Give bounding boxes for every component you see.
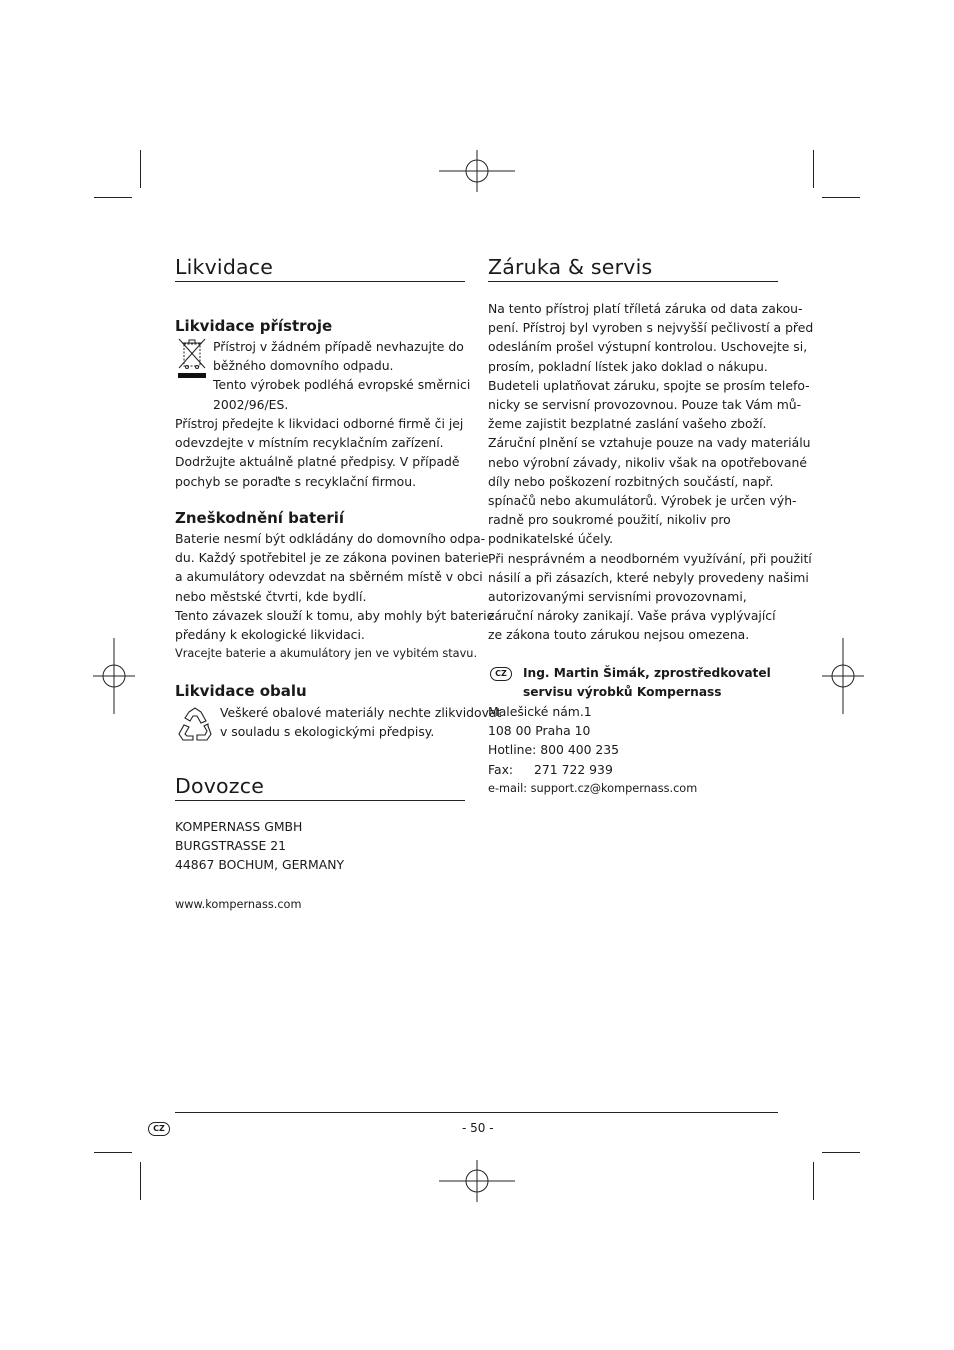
text-line: prosím, pokladní lístek jako doklad o nákupu. xyxy=(488,358,768,374)
footer-rule xyxy=(175,1112,778,1113)
battery-disposal-title: Zneškodnění baterií xyxy=(175,509,345,527)
text-line: nicky se servisní provozovnou. Pouze tak Vám mů- xyxy=(488,397,802,413)
page-number: - 50 - xyxy=(462,1121,494,1135)
text-line: ze zákona touto zárukou nejsou omezena. xyxy=(488,627,750,643)
text-line: KOMPERNASS GMBH xyxy=(175,819,303,834)
text-line: du. Každý spotřebitel je ze zákona povinen baterie xyxy=(175,550,489,566)
text-line: odesláním prošel výstupní kontrolou. Uschovejte si, xyxy=(488,339,808,355)
text-line: pení. Přístroj byl vyroben s nejvyšší pečlivostí a před xyxy=(488,320,814,336)
text-line: nebo městské čtvrti, kde bydlí. xyxy=(175,588,367,604)
text-line: Tento výrobek podléhá evropské směrnici xyxy=(213,377,471,393)
text-line: autorizovanými servisními provozovnami, xyxy=(488,589,747,605)
text-line: BURGSTRASSE 21 xyxy=(175,838,287,854)
registration-mark-top xyxy=(437,148,517,194)
text-line: 44867 BOCHUM, GERMANY xyxy=(175,857,345,873)
text-line: podnikatelské účely. xyxy=(488,531,614,547)
text-line: záruční nároky zanikají. Vaše práva vyplývající xyxy=(488,608,776,624)
registration-mark-right xyxy=(820,636,866,716)
text-line: Tento závazek slouží k tomu, aby mohly být baterie xyxy=(175,607,495,623)
text-line: nebo výrobní závady, nikoliv však na opotřebované xyxy=(488,454,807,470)
text-line: Na tento přístroj platí tříletá záruka od data zakou- xyxy=(488,301,803,316)
text-line: Malešické nám.1 xyxy=(488,704,592,719)
fax-label: Fax: xyxy=(488,761,514,777)
text-line: předány k ekologické likvidaci. xyxy=(175,627,365,643)
text-line: Při nesprávném a neodborném využívání, při použití xyxy=(488,550,812,566)
packaging-disposal-title: Likvidace obalu xyxy=(175,682,307,700)
text-line: spínačů nebo akumulátorů. Výrobek je určen výh- xyxy=(488,493,797,509)
text-line: Dodržujte aktuálně platné předpisy. V případě xyxy=(175,454,460,470)
text-line: Záruční plnění se vztahuje pouze na vady materiálu xyxy=(488,435,811,451)
footer-country-badge: CZ xyxy=(148,1122,170,1136)
heading-warranty: Záruka & servis xyxy=(488,255,653,279)
text-line: odevzdejte v místním recyklačním zařízení. xyxy=(175,435,444,451)
text-line: Přístroj v žádném případě nevhazujte do xyxy=(213,339,464,354)
text-line: 2002/96/ES. xyxy=(213,396,289,412)
text-line: Přístroj předejte k likvidaci odborné firmě či jej xyxy=(175,416,464,431)
device-icon-text xyxy=(213,337,470,414)
text-line: Baterie nesmí být odkládány do domovního odpa- xyxy=(175,531,486,546)
device-disposal-text xyxy=(175,414,463,491)
text-line: 108 00 Praha 10 xyxy=(488,723,591,739)
device-disposal-title: Likvidace přístroje xyxy=(175,317,333,335)
warranty-text xyxy=(488,299,813,645)
text-line: Veškeré obalové materiály nechte zlikvidovat xyxy=(220,705,502,720)
country-badge: CZ xyxy=(490,667,512,681)
text-line: v souladu s ekologickými předpisy. xyxy=(220,724,435,740)
heading-rule-right xyxy=(488,281,778,282)
service-email: e-mail: support.cz@kompernass.com xyxy=(488,781,698,795)
text-line: radně pro soukromé použití, nikoliv pro xyxy=(488,512,731,528)
battery-disposal-text xyxy=(175,529,494,663)
heading-importer: Dovozce xyxy=(175,774,265,798)
heading-rule-left-bottom xyxy=(175,800,465,801)
text-line: Ing. Martin Šimák, zprostředkovatel xyxy=(523,666,771,680)
service-hotline: Hotline: 800 400 235 xyxy=(488,742,620,758)
packaging-disposal-text xyxy=(220,703,501,741)
service-contact-name xyxy=(523,664,771,702)
heading-rule-left-top xyxy=(175,281,465,282)
text-line: Budeteli uplatňovat záruku, spojte se prosím telefo- xyxy=(488,377,810,393)
text-line: pochyb se poraďte s recyklační firmou. xyxy=(175,473,417,489)
text-line: běžného domovního odpadu. xyxy=(213,358,394,374)
registration-mark-bottom xyxy=(437,1158,517,1204)
text-line: Vracejte baterie a akumulátory jen ve vybitém stavu. xyxy=(175,647,478,661)
heading-disposal: Likvidace xyxy=(175,255,274,279)
importer-address xyxy=(175,817,344,875)
text-line: žeme zajistit bezplatné zaslání vašeho zboží. xyxy=(488,416,767,432)
text-line: a akumulátory odevzdat na sběrném místě v obci xyxy=(175,569,483,585)
text-line: díly nebo poškození rozbitných součástí, např. xyxy=(488,473,774,489)
registration-mark-left xyxy=(91,636,137,716)
service-fax xyxy=(488,760,697,779)
fax-number: 271 722 939 xyxy=(534,761,613,777)
recycle-icon xyxy=(175,706,215,746)
importer-website: www.kompernass.com xyxy=(175,898,302,911)
text-line: násilí a při zásazích, které nebyly provedeny našimi xyxy=(488,569,809,585)
text-line: servisu výrobků Kompernass xyxy=(523,685,722,700)
service-address xyxy=(488,702,697,798)
crossed-bin-icon xyxy=(176,336,208,380)
